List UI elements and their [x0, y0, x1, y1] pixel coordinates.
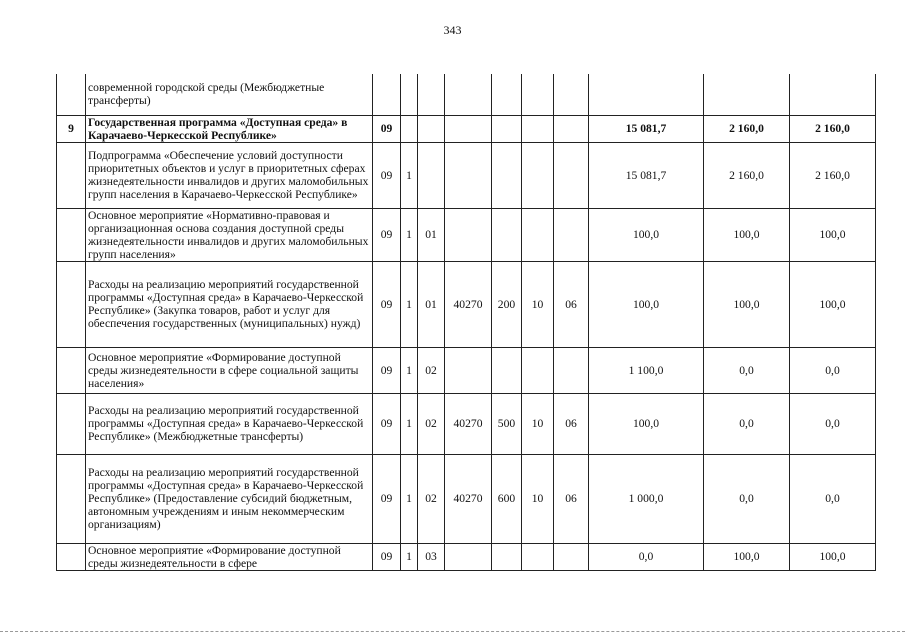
code-section: 09: [373, 115, 401, 142]
amount-year-1: 15 081,7: [589, 115, 704, 142]
code-chapter: [522, 74, 554, 115]
amount-year-2: 0,0: [704, 347, 790, 393]
row-number: 9: [57, 115, 86, 142]
amount-year-3: 2 160,0: [790, 115, 876, 142]
code-target-article: 40270: [445, 261, 492, 347]
amount-year-2: 100,0: [704, 208, 790, 261]
code-expense-type: [492, 208, 522, 261]
table-row: [57, 454, 876, 543]
code-subsection: 1: [401, 454, 418, 543]
code-subsection: [401, 115, 418, 142]
amount-year-2: [704, 74, 790, 115]
code-section: 09: [373, 393, 401, 454]
table-row: [57, 543, 876, 570]
code-subchapter: 06: [554, 393, 589, 454]
amount-year-3: [790, 74, 876, 115]
code-activity: 02: [418, 393, 445, 454]
code-subchapter: [554, 543, 589, 570]
page-number: 343: [443, 23, 462, 37]
code-activity: 01: [418, 208, 445, 261]
row-name: Расходы на реализацию мероприятий государственной программы «Доступная среда» в Карачаево-Черкесской Республике» (Закупка товаров, работ и услуг для обеспечения государственных (муниципальных) нужд): [86, 261, 373, 347]
row-number: [57, 543, 86, 570]
amount-year-3: 0,0: [790, 347, 876, 393]
code-subchapter: [554, 74, 589, 115]
row-name: Расходы на реализацию мероприятий государственной программы «Доступная среда» в Карачаево-Черкесской Республике» (Межбюджетные трансферты): [86, 393, 373, 454]
code-expense-type: [492, 347, 522, 393]
row-number: [57, 74, 86, 115]
row-number: [57, 261, 86, 347]
code-expense-type: [492, 74, 522, 115]
code-section: 09: [373, 543, 401, 570]
amount-year-1: 1 100,0: [589, 347, 704, 393]
amount-year-1: 1 000,0: [589, 454, 704, 543]
row-name: Подпрограмма «Обеспечение условий доступности приоритетных объектов и услуг в приоритетных сферах жизнедеятельности инвалидов и других маломобильных групп населения в Карачаево-Черкесской Республике»: [86, 142, 373, 208]
code-expense-type: 600: [492, 454, 522, 543]
table-row: [57, 393, 876, 454]
row-name: Основное мероприятие «Формирование доступной среды жизнедеятельности в сфере социальной защиты населения»: [86, 347, 373, 393]
code-activity: 01: [418, 261, 445, 347]
code-target-article: [445, 208, 492, 261]
code-chapter: 10: [522, 393, 554, 454]
row-number: [57, 347, 86, 393]
code-section: 09: [373, 208, 401, 261]
code-expense-type: [492, 543, 522, 570]
amount-year-1: 15 081,7: [589, 142, 704, 208]
code-activity: [418, 115, 445, 142]
row-number: [57, 142, 86, 208]
row-number: [57, 454, 86, 543]
code-subchapter: 06: [554, 261, 589, 347]
code-activity: 03: [418, 543, 445, 570]
code-activity: 02: [418, 347, 445, 393]
code-section: 09: [373, 454, 401, 543]
code-section: [373, 74, 401, 115]
code-chapter: [522, 115, 554, 142]
code-section: 09: [373, 347, 401, 393]
code-target-article: [445, 74, 492, 115]
code-chapter: [522, 543, 554, 570]
amount-year-3: 100,0: [790, 208, 876, 261]
row-number: [57, 393, 86, 454]
code-target-article: 40270: [445, 454, 492, 543]
code-subsection: 1: [401, 347, 418, 393]
code-chapter: [522, 347, 554, 393]
code-subchapter: [554, 142, 589, 208]
code-chapter: [522, 142, 554, 208]
row-name: Расходы на реализацию мероприятий государственной программы «Доступная среда» в Карачаево-Черкесской Республике» (Предоставление субсидий бюджетным, автономным учреждениям и иным некоммерческим организациям): [86, 454, 373, 543]
code-subsection: 1: [401, 261, 418, 347]
code-chapter: [522, 208, 554, 261]
code-activity: [418, 142, 445, 208]
amount-year-3: 100,0: [790, 543, 876, 570]
amount-year-1: 100,0: [589, 261, 704, 347]
code-target-article: [445, 142, 492, 208]
amount-year-3: 0,0: [790, 454, 876, 543]
code-subchapter: [554, 208, 589, 261]
amount-year-3: 0,0: [790, 393, 876, 454]
code-target-article: [445, 115, 492, 142]
code-section: 09: [373, 261, 401, 347]
table-row: [57, 208, 876, 261]
amount-year-2: 2 160,0: [704, 142, 790, 208]
scan-edge-line: [0, 631, 905, 632]
row-name: Основное мероприятие «Нормативно-правовая и организационная основа создания доступной среды жизнедеятельности инвалидов и других маломобильных групп населения»: [86, 208, 373, 261]
code-expense-type: 500: [492, 393, 522, 454]
code-section: 09: [373, 142, 401, 208]
table-row: [57, 74, 876, 115]
amount-year-3: 100,0: [790, 261, 876, 347]
code-target-article: [445, 543, 492, 570]
amount-year-2: 0,0: [704, 393, 790, 454]
budget-table: [56, 74, 876, 571]
code-target-article: [445, 347, 492, 393]
code-expense-type: 200: [492, 261, 522, 347]
amount-year-2: 0,0: [704, 454, 790, 543]
code-subchapter: [554, 347, 589, 393]
row-number: [57, 208, 86, 261]
code-subsection: 1: [401, 393, 418, 454]
code-activity: [418, 74, 445, 115]
amount-year-2: 100,0: [704, 261, 790, 347]
amount-year-1: [589, 74, 704, 115]
row-name: Основное мероприятие «Формирование доступной среды жизнедеятельности в сфере: [86, 543, 373, 570]
code-chapter: 10: [522, 454, 554, 543]
code-target-article: 40270: [445, 393, 492, 454]
code-subsection: 1: [401, 543, 418, 570]
code-subsection: 1: [401, 142, 418, 208]
code-subsection: [401, 74, 418, 115]
row-name: современной городской среды (Межбюджетные трансферты): [86, 74, 373, 115]
code-expense-type: [492, 142, 522, 208]
table-row: [57, 261, 876, 347]
amount-year-3: 2 160,0: [790, 142, 876, 208]
amount-year-1: 0,0: [589, 543, 704, 570]
code-subsection: 1: [401, 208, 418, 261]
table-row: [57, 347, 876, 393]
amount-year-1: 100,0: [589, 393, 704, 454]
code-subchapter: [554, 115, 589, 142]
amount-year-1: 100,0: [589, 208, 704, 261]
code-chapter: 10: [522, 261, 554, 347]
code-activity: 02: [418, 454, 445, 543]
code-expense-type: [492, 115, 522, 142]
amount-year-2: 100,0: [704, 543, 790, 570]
code-subchapter: 06: [554, 454, 589, 543]
amount-year-2: 2 160,0: [704, 115, 790, 142]
row-name: Государственная программа «Доступная среда» в Карачаево-Черкесской Республике»: [86, 115, 373, 142]
table-row: [57, 115, 876, 142]
table-row: [57, 142, 876, 208]
